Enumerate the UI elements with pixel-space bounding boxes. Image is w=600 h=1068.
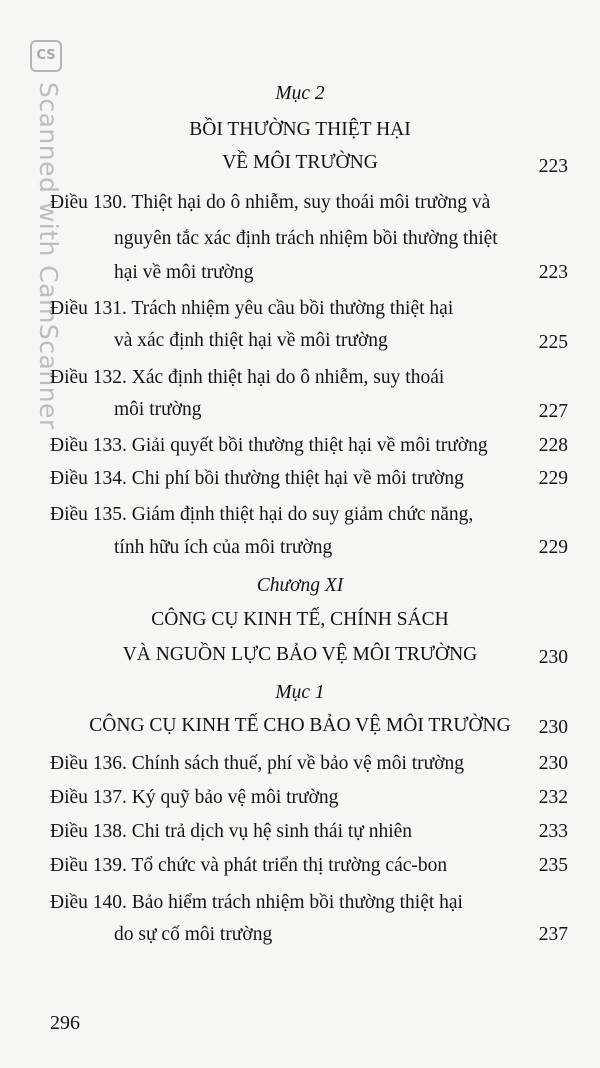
toc-entry-130-page: 223 <box>538 262 568 283</box>
chapter-title-line2: VÀ NGUỒN LỰC BẢO VỆ MÔI TRƯỜNG <box>122 644 478 665</box>
toc-entry-133-page: 228 <box>538 435 568 456</box>
toc-entry-136-line1: Điều 136. Chính sách thuế, phí về bảo vệ môi trường <box>50 753 465 774</box>
section2-title: CÔNG CỤ KINH TẾ CHO BẢO VỆ MÔI TRƯỜNG <box>89 715 511 736</box>
section-title-line1: BỒI THƯỜNG THIỆT HẠI <box>189 119 411 140</box>
toc-entry-130-line3: hại về môi trường <box>114 262 254 283</box>
toc-entry-131-line2: và xác định thiệt hại về môi trường <box>114 330 388 351</box>
chapter-title-line1: CÔNG CỤ KINH TẾ, CHÍNH SÁCH <box>151 609 449 630</box>
camscanner-logo-icon: CS <box>30 40 62 72</box>
watermark-text: Scanned with CamScanner <box>34 82 63 430</box>
toc-entry-132-line1: Điều 132. Xác định thiệt hại do ô nhiễm, suy thoái <box>50 367 445 388</box>
section2-heading: Mục 1 <box>275 682 325 703</box>
chapter-heading: Chương XI <box>256 575 344 596</box>
toc-entry-134-page: 229 <box>538 468 568 489</box>
toc-entry-131-page: 225 <box>538 332 568 353</box>
toc-entry-140-line1: Điều 140. Bảo hiểm trách nhiệm bồi thường thiệt hại <box>50 892 463 913</box>
toc-entry-139-page: 235 <box>538 855 568 876</box>
section-page-number: 223 <box>538 156 568 177</box>
toc-entry-135-line1: Điều 135. Giám định thiệt hại do suy giảm chức năng, <box>50 504 474 525</box>
toc-entry-135-line2: tính hữu ích của môi trường <box>114 537 333 558</box>
chapter-page-number: 230 <box>538 647 568 668</box>
toc-entry-140-line2: do sự cố môi trường <box>114 924 273 945</box>
toc-entry-137-page: 232 <box>538 787 568 808</box>
toc-entry-138-page: 233 <box>538 821 568 842</box>
toc-entry-137-line1: Điều 137. Ký quỹ bảo vệ môi trường <box>50 787 339 808</box>
section-heading: Mục 2 <box>275 83 325 104</box>
toc-entry-133-line1: Điều 133. Giải quyết bồi thường thiệt hại về môi trường <box>50 435 488 456</box>
toc-entry-131-line1: Điều 131. Trách nhiệm yêu cầu bồi thường thiệt hại <box>50 298 454 319</box>
toc-entry-138-line1: Điều 138. Chi trả dịch vụ hệ sinh thái tự nhiên <box>50 821 413 842</box>
toc-entry-135-page: 229 <box>538 537 568 558</box>
toc-entry-134-line1: Điều 134. Chi phí bồi thường thiệt hại về môi trường <box>50 468 464 489</box>
section2-page-number: 230 <box>538 717 568 738</box>
toc-entry-132-line2: môi trường <box>114 399 202 420</box>
page-number: 296 <box>50 1012 80 1034</box>
toc-entry-140-page: 237 <box>538 924 568 945</box>
toc-entry-132-page: 227 <box>538 401 568 422</box>
toc-entry-139-line1: Điều 139. Tổ chức và phát triển thị trường các-bon <box>50 855 448 876</box>
toc-entry-136-page: 230 <box>538 753 568 774</box>
toc-entry-130-line2: nguyên tắc xác định trách nhiệm bồi thường thiệt <box>114 228 498 249</box>
section-title-line2: VỀ MÔI TRƯỜNG <box>222 152 378 173</box>
toc-entry-130-line1: Điều 130. Thiệt hại do ô nhiễm, suy thoái môi trường và <box>50 192 491 213</box>
